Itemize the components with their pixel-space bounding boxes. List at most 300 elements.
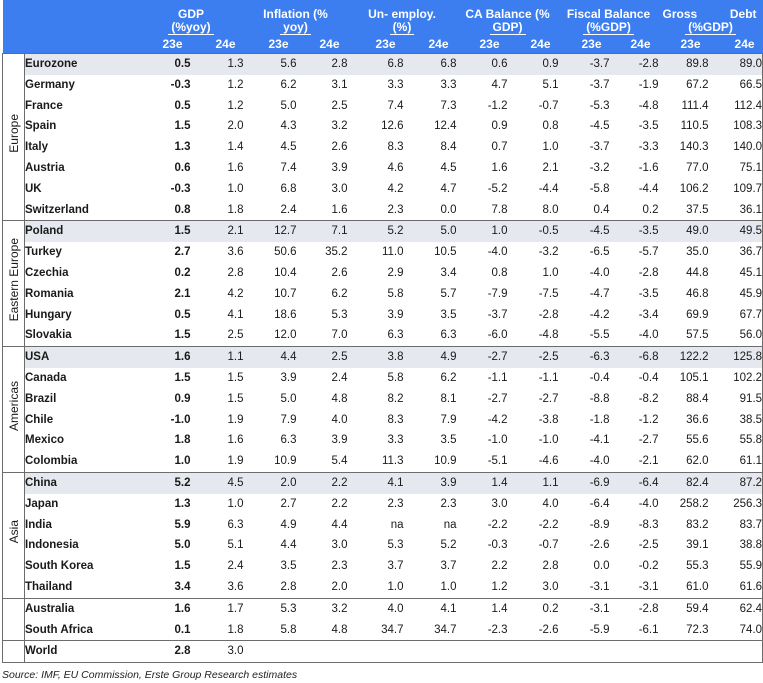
value-cell: 1.1 — [191, 347, 244, 368]
value-cell: -1.8 — [589, 413, 610, 426]
value-cell: 4.1 — [404, 598, 457, 619]
value-cell: -1.1 — [538, 371, 559, 384]
value-cell: 1.5 — [174, 329, 191, 342]
value-cell: 44.8 — [686, 266, 709, 279]
table-row — [3, 598, 763, 619]
value-cell: -1.6 — [638, 161, 659, 174]
table-row — [3, 515, 763, 536]
value-cell: -7.5 — [538, 287, 559, 300]
value-cell: 3.0 — [331, 182, 348, 195]
value-cell: -4.0 — [589, 455, 610, 468]
value-cell: -4.0 — [638, 329, 659, 342]
value-cell: -1.0 — [170, 413, 191, 426]
value-cell: 7.4 — [387, 99, 404, 112]
value-cell: 74.0 — [709, 620, 763, 641]
value-cell: 3.8 — [348, 347, 404, 368]
value-cell: 91.5 — [709, 389, 763, 410]
table-body — [3, 54, 763, 663]
value-cell: -3.1 — [559, 598, 610, 619]
empty-cell — [559, 641, 610, 663]
value-cell: -0.3 — [170, 78, 191, 91]
value-cell: 7.9 — [440, 413, 457, 426]
value-cell: 5.8 — [387, 371, 404, 384]
value-cell: 0.5 — [174, 308, 191, 321]
value-cell: 0.0 — [593, 560, 610, 573]
value-cell: -4.8 — [538, 329, 559, 342]
value-cell: 3.9 — [404, 472, 457, 493]
value-cell: 2.3 — [387, 497, 404, 510]
value-cell: 3.0 — [331, 539, 348, 552]
empty-cell — [348, 641, 404, 663]
value-cell: 66.5 — [709, 75, 763, 96]
value-cell: 89.8 — [659, 54, 709, 75]
value-cell: 2.3 — [331, 560, 348, 573]
header-inflation-line1: Inflation (% — [263, 7, 328, 21]
value-cell: 1.5 — [227, 392, 244, 405]
table-row — [3, 556, 763, 577]
empty-cell — [457, 641, 508, 663]
value-cell: 6.8 — [280, 182, 297, 195]
value-cell: 49.0 — [659, 221, 709, 242]
value-cell: -0.7 — [538, 539, 559, 552]
value-cell: 2.4 — [280, 203, 297, 216]
empty-cell — [659, 641, 709, 663]
value-cell: 2.0 — [227, 120, 244, 133]
header-ca-balance — [457, 0, 559, 36]
value-cell: 12.4 — [434, 120, 457, 133]
country-name: Canada — [25, 368, 139, 389]
region-label-cell — [3, 221, 25, 347]
value-cell: 8.3 — [387, 413, 404, 426]
value-cell: -3.8 — [538, 413, 559, 426]
value-cell: -0.2 — [638, 560, 659, 573]
header-gross-debt — [659, 0, 763, 36]
table-row — [3, 472, 763, 493]
table-row — [3, 325, 763, 346]
table-row — [3, 535, 763, 556]
value-cell: 256.3 — [709, 494, 763, 515]
table-row — [3, 347, 763, 368]
value-cell: 18.6 — [274, 308, 297, 321]
value-cell: 3.5 — [440, 308, 457, 321]
value-cell: 88.4 — [686, 392, 709, 405]
year-24e: 24e — [610, 36, 659, 54]
value-cell: 1.0 — [174, 455, 191, 468]
value-cell: 5.1 — [227, 539, 244, 552]
value-cell: 55.3 — [686, 560, 709, 573]
value-cell: 37.5 — [686, 203, 709, 216]
table-row — [3, 620, 763, 641]
value-cell: 56.0 — [709, 325, 763, 346]
value-cell: 1.8 — [227, 203, 244, 216]
value-cell: 2.6 — [331, 266, 348, 279]
value-cell: 89.0 — [709, 54, 763, 75]
world-gdp-24e: 3.0 — [191, 641, 244, 663]
country-name: USA — [25, 347, 139, 368]
value-cell: -1.2 — [487, 99, 508, 112]
header-debt-line1b: Debt — [729, 7, 757, 21]
header-ca-line2: GDP) — [490, 20, 526, 35]
value-cell: 1.6 — [139, 347, 191, 368]
value-cell: 1.4 — [457, 598, 508, 619]
table-row — [3, 137, 763, 158]
value-cell: 0.9 — [174, 392, 191, 405]
year-24e: 24e — [508, 36, 559, 54]
value-cell: 4.9 — [280, 518, 297, 531]
value-cell: 3.6 — [227, 246, 244, 259]
value-cell: 1.9 — [227, 455, 244, 468]
value-cell: 2.1 — [174, 287, 191, 300]
country-name: Czechia — [25, 263, 139, 284]
value-cell: -5.1 — [487, 455, 508, 468]
value-cell: 2.8 — [542, 560, 559, 573]
value-cell: 5.0 — [174, 539, 191, 552]
value-cell: 1.4 — [227, 141, 244, 154]
country-name: Indonesia — [25, 535, 139, 556]
value-cell: 3.9 — [280, 371, 297, 384]
value-cell: 106.2 — [679, 182, 709, 195]
country-name: Slovakia — [25, 325, 139, 346]
value-cell: -6.8 — [610, 347, 659, 368]
value-cell: 2.2 — [331, 497, 348, 510]
value-cell: 4.7 — [440, 182, 457, 195]
value-cell: 2.8 — [227, 266, 244, 279]
value-cell: -5.5 — [589, 329, 610, 342]
value-cell: 46.8 — [686, 287, 709, 300]
value-cell: -4.5 — [559, 221, 610, 242]
value-cell: 102.2 — [709, 368, 763, 389]
value-cell: 0.9 — [491, 120, 508, 133]
country-name: Switzerland — [25, 200, 139, 221]
value-cell: 35.0 — [686, 246, 709, 259]
value-cell: 3.2 — [297, 598, 348, 619]
value-cell: 3.3 — [440, 78, 457, 91]
year-23e: 23e — [244, 36, 297, 54]
value-cell: -2.7 — [457, 347, 508, 368]
table-row — [3, 494, 763, 515]
value-cell: 7.9 — [280, 413, 297, 426]
value-cell: -1.0 — [487, 434, 508, 447]
value-cell: 36.6 — [686, 413, 709, 426]
value-cell: 55.6 — [686, 434, 709, 447]
empty-cell — [508, 641, 559, 663]
value-cell: 36.1 — [709, 200, 763, 221]
value-cell: 7.8 — [491, 203, 508, 216]
table-row — [3, 158, 763, 179]
value-cell: 2.1 — [542, 161, 559, 174]
value-cell: 0.8 — [491, 266, 508, 279]
country-name: France — [25, 96, 139, 117]
value-cell: 112.4 — [709, 96, 763, 117]
value-cell: 38.5 — [709, 410, 763, 431]
value-cell: 258.2 — [679, 497, 709, 510]
region-label: Americas — [6, 380, 21, 431]
value-cell: 1.1 — [508, 472, 559, 493]
value-cell: 4.8 — [331, 623, 348, 636]
value-cell: 3.9 — [331, 434, 348, 447]
year-24e: 24e — [191, 36, 244, 54]
value-cell: -2.5 — [638, 539, 659, 552]
value-cell: 6.8 — [348, 54, 404, 75]
value-cell: 75.1 — [709, 158, 763, 179]
header-blank-2 — [3, 36, 139, 54]
value-cell: 6.3 — [280, 434, 297, 447]
value-cell: 8.4 — [440, 141, 457, 154]
value-cell: -4.0 — [638, 497, 659, 510]
country-name: Germany — [25, 75, 139, 96]
value-cell: 0.1 — [174, 623, 191, 636]
header-debt-line1a: Gross — [662, 7, 698, 21]
value-cell: -5.7 — [638, 246, 659, 259]
value-cell: -6.9 — [559, 472, 610, 493]
value-cell: -4.7 — [589, 287, 610, 300]
value-cell: 2.7 — [280, 497, 297, 510]
value-cell: 1.5 — [174, 120, 191, 133]
source-note: Source: IMF, EU Commission, Erste Group Research estimates — [2, 669, 298, 681]
value-cell: -3.1 — [638, 580, 659, 593]
value-cell: 55.8 — [709, 430, 763, 451]
value-cell: -8.3 — [638, 518, 659, 531]
value-cell: 4.1 — [348, 472, 404, 493]
value-cell: 0.2 — [174, 266, 191, 279]
value-cell: 12.0 — [274, 329, 297, 342]
value-cell: -6.1 — [638, 623, 659, 636]
value-cell: 2.5 — [227, 329, 244, 342]
value-cell: 110.5 — [680, 120, 709, 133]
value-cell: -6.3 — [559, 347, 610, 368]
value-cell: 1.3 — [174, 497, 191, 510]
value-cell: 1.0 — [457, 221, 508, 242]
value-cell: 4.5 — [440, 161, 457, 174]
value-cell: -0.4 — [589, 371, 610, 384]
value-cell: 83.7 — [709, 515, 763, 536]
value-cell: 140.0 — [709, 137, 763, 158]
value-cell: 2.9 — [387, 266, 404, 279]
value-cell: 4.2 — [227, 287, 244, 300]
value-cell: -2.6 — [589, 539, 610, 552]
value-cell: 1.7 — [191, 598, 244, 619]
country-name: South Africa — [25, 620, 139, 641]
header-gdp-line1: GDP — [177, 7, 204, 21]
value-cell: 6.2 — [440, 371, 457, 384]
value-cell: -3.7 — [487, 308, 508, 321]
country-name: China — [25, 472, 139, 493]
header-blank — [3, 0, 139, 36]
value-cell: 3.3 — [387, 78, 404, 91]
world-row — [3, 641, 763, 663]
region-label: Eastern Europe — [6, 238, 21, 322]
value-cell: 0.2 — [508, 598, 559, 619]
value-cell: 0.6 — [174, 161, 191, 174]
empty-cell — [244, 641, 297, 663]
value-cell: 5.8 — [280, 623, 297, 636]
value-cell: 3.5 — [440, 434, 457, 447]
value-cell: 8.3 — [387, 141, 404, 154]
value-cell: 6.8 — [404, 54, 457, 75]
value-cell: 109.7 — [709, 179, 763, 200]
value-cell: 1.6 — [491, 161, 508, 174]
table-header — [3, 0, 763, 54]
value-cell: -2.2 — [538, 518, 559, 531]
value-cell: -0.4 — [638, 371, 659, 384]
value-cell: -0.7 — [538, 99, 559, 112]
header-inflation-line2: yoy) — [280, 20, 311, 35]
value-cell: 57.5 — [686, 329, 709, 342]
value-cell: 111.4 — [681, 99, 709, 112]
country-name: Eurozone — [25, 54, 139, 75]
header-unemployment-line2: (%) — [390, 20, 415, 35]
value-cell: -4.6 — [538, 455, 559, 468]
value-cell: -6.4 — [589, 497, 610, 510]
value-cell: 7.0 — [331, 329, 348, 342]
value-cell: 1.3 — [191, 54, 244, 75]
value-cell: 0.6 — [457, 54, 508, 75]
value-cell: 5.1 — [542, 78, 559, 91]
country-name: South Korea — [25, 556, 139, 577]
region-label: Europe — [6, 113, 21, 153]
value-cell: 2.4 — [331, 371, 348, 384]
header-debt-line2: (%GDP) — [685, 20, 736, 35]
value-cell: 2.0 — [331, 580, 348, 593]
value-cell: -2.8 — [610, 598, 659, 619]
year-24e: 24e — [709, 36, 763, 54]
country-name: Turkey — [25, 242, 139, 263]
value-cell: 1.0 — [227, 182, 244, 195]
value-cell: 3.5 — [280, 560, 297, 573]
country-name: Poland — [25, 221, 139, 242]
value-cell: 8.2 — [387, 392, 404, 405]
value-cell: 45.9 — [709, 284, 763, 305]
value-cell: 8.0 — [542, 203, 559, 216]
value-cell: 4.3 — [280, 120, 297, 133]
value-cell: 1.6 — [227, 434, 244, 447]
value-cell: 2.8 — [280, 580, 297, 593]
year-23e: 23e — [457, 36, 508, 54]
value-cell: 125.8 — [709, 347, 763, 368]
value-cell: 4.9 — [404, 347, 457, 368]
value-cell: 6.3 — [440, 329, 457, 342]
value-cell: 62.0 — [686, 455, 709, 468]
value-cell: 0.8 — [542, 120, 559, 133]
value-cell: 5.3 — [244, 598, 297, 619]
value-cell: 108.3 — [709, 116, 763, 137]
value-cell: 4.2 — [387, 182, 404, 195]
value-cell: 4.0 — [542, 497, 559, 510]
value-cell: 3.4 — [440, 266, 457, 279]
value-cell: 4.0 — [331, 413, 348, 426]
value-cell: 1.6 — [227, 161, 244, 174]
value-cell: 5.3 — [387, 539, 404, 552]
value-cell: 1.5 — [139, 221, 191, 242]
table-row — [3, 451, 763, 472]
value-cell: 5.9 — [174, 518, 191, 531]
value-cell: na — [390, 518, 404, 531]
value-cell: -2.7 — [487, 392, 508, 405]
value-cell: -3.5 — [638, 120, 659, 133]
table-row — [3, 54, 763, 75]
value-cell: -5.3 — [589, 99, 610, 112]
value-cell: 61.1 — [709, 451, 763, 472]
value-cell: -4.2 — [589, 308, 610, 321]
value-cell: 62.4 — [709, 598, 763, 619]
value-cell: 3.1 — [331, 78, 348, 91]
year-24e: 24e — [404, 36, 457, 54]
country-name: Chile — [25, 410, 139, 431]
value-cell: 6.3 — [387, 329, 404, 342]
value-cell: 1.0 — [387, 580, 404, 593]
value-cell: 4.5 — [280, 141, 297, 154]
header-ca-line1: CA Balance (% — [465, 7, 550, 21]
value-cell: 4.4 — [244, 347, 297, 368]
value-cell: -2.5 — [508, 347, 559, 368]
value-cell: 0.0 — [440, 203, 457, 216]
value-cell: -1.9 — [638, 78, 659, 91]
value-cell: -3.7 — [559, 54, 610, 75]
region-label-cell — [3, 347, 25, 473]
value-cell: 4.4 — [331, 518, 348, 531]
country-name: Australia — [25, 598, 139, 619]
value-cell: 72.3 — [686, 623, 709, 636]
table-row — [3, 263, 763, 284]
table-row — [3, 75, 763, 96]
year-23e: 23e — [348, 36, 404, 54]
value-cell: 4.4 — [280, 539, 297, 552]
value-cell: 12.7 — [244, 221, 297, 242]
country-name: Italy — [25, 137, 139, 158]
value-cell: 3.7 — [440, 560, 457, 573]
value-cell: 4.6 — [387, 161, 404, 174]
year-23e: 23e — [659, 36, 709, 54]
value-cell: -3.5 — [610, 221, 659, 242]
value-cell: 5.6 — [244, 54, 297, 75]
value-cell: -0.3 — [487, 539, 508, 552]
value-cell: -5.8 — [589, 182, 610, 195]
world-gdp-23e: 2.8 — [139, 641, 191, 663]
value-cell: 5.8 — [387, 287, 404, 300]
table-row — [3, 305, 763, 326]
value-cell: 1.2 — [227, 78, 244, 91]
value-cell: 1.2 — [227, 99, 244, 112]
value-cell: 2.6 — [331, 141, 348, 154]
value-cell: 39.1 — [686, 539, 709, 552]
table-row — [3, 116, 763, 137]
value-cell: 6.2 — [331, 287, 348, 300]
value-cell: 3.0 — [542, 580, 559, 593]
header-inflation — [244, 0, 348, 36]
value-cell: 3.3 — [387, 434, 404, 447]
value-cell: 2.4 — [227, 560, 244, 573]
value-cell: 1.8 — [227, 623, 244, 636]
value-cell: 10.4 — [274, 266, 297, 279]
value-cell: 1.5 — [174, 560, 191, 573]
value-cell: 7.4 — [280, 161, 297, 174]
value-cell: 3.9 — [331, 161, 348, 174]
value-cell: 1.3 — [174, 141, 191, 154]
value-cell: -2.8 — [538, 308, 559, 321]
value-cell: 1.0 — [542, 266, 559, 279]
country-name: Spain — [25, 116, 139, 137]
table-row — [3, 200, 763, 221]
value-cell: 2.3 — [387, 203, 404, 216]
value-cell: 5.0 — [280, 392, 297, 405]
region-label: Asia — [6, 519, 21, 544]
value-cell: -3.5 — [638, 287, 659, 300]
value-cell: 2.5 — [331, 99, 348, 112]
value-cell: -4.2 — [487, 413, 508, 426]
value-cell: 50.6 — [274, 246, 297, 259]
value-cell: 0.9 — [508, 54, 559, 75]
table-row — [3, 410, 763, 431]
